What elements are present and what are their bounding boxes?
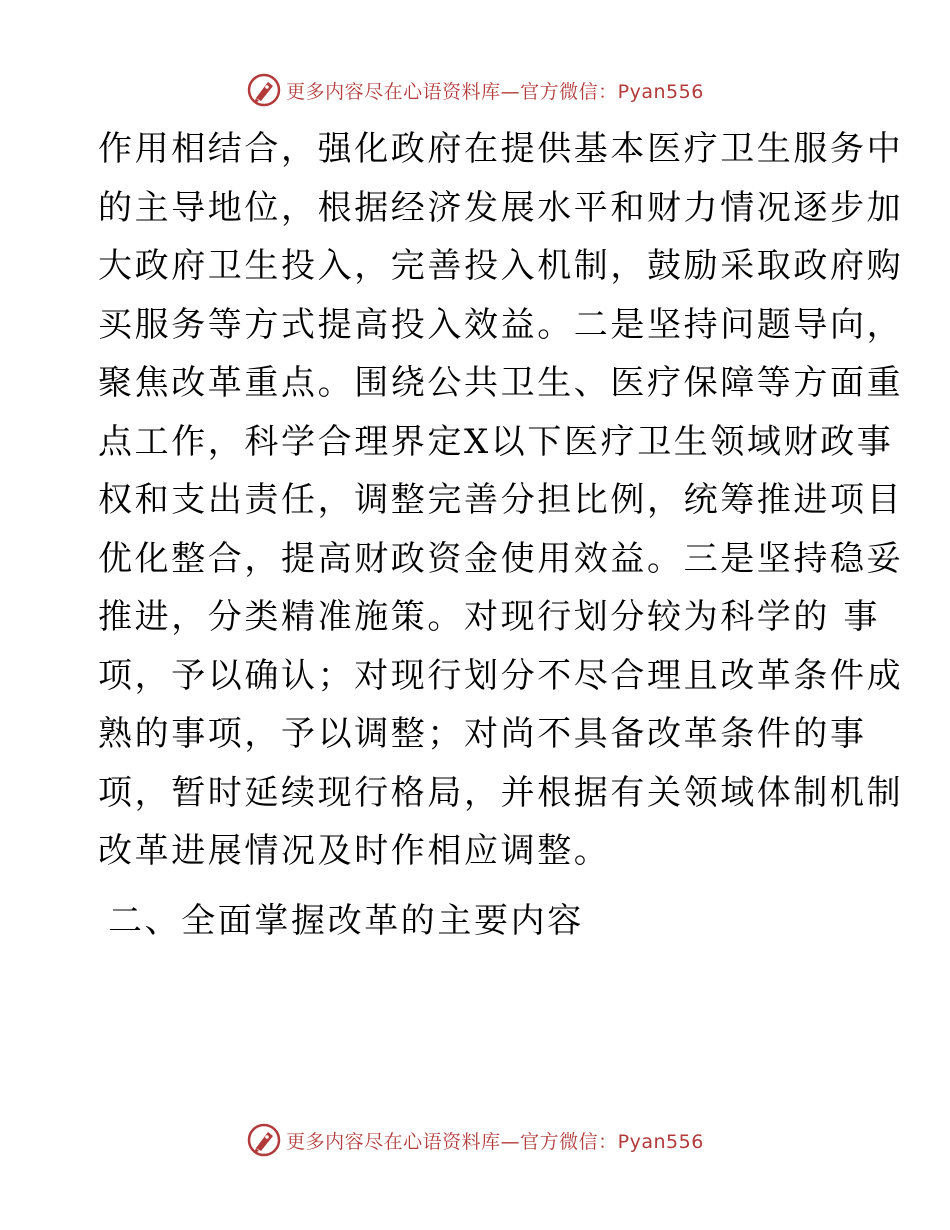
body-line: 大政府卫生投入，完善投入机制，鼓励采取政府购 xyxy=(98,246,904,286)
body-line: 的主导地位，根据经济发展水平和财力情况逐步加 xyxy=(98,187,904,228)
header-watermark xyxy=(0,70,950,110)
body-line: 熟的事项，予以调整；对尚不具备改革条件的事 xyxy=(98,714,867,754)
pen-nib-logo-icon xyxy=(246,72,282,108)
body-line: 推进，分类精准施策。对现行划分较为科学的 事 xyxy=(98,597,881,637)
pen-nib-logo-icon xyxy=(246,1122,282,1158)
body-line: 优化整合，提高财政资金使用效益。三是坚持稳妥 xyxy=(98,538,904,579)
body-line: 买服务等方式提高投入效益。二是坚持问题导向， xyxy=(98,304,904,345)
body-line: 聚焦改革重点。围绕公共卫生、医疗保障等方面重 xyxy=(98,363,904,403)
section-heading: 二、全面掌握改革的主要内容 xyxy=(108,901,584,941)
body-line: 作用相结合，强化政府在提供基本医疗卫生服务中 xyxy=(98,129,904,169)
body-line: 点工作，科学合理界定X以下医疗卫生领域财政事 xyxy=(98,421,894,462)
header-watermark-text: 更多内容尽在心语资料库—官方微信：Pyan556 xyxy=(286,80,704,103)
body-line: 项，暂时延续现行格局，并根据有关领域体制机制 xyxy=(98,772,904,813)
document-body xyxy=(98,120,904,881)
footer-watermark-text: 更多内容尽在心语资料库—官方微信：Pyan556 xyxy=(286,1130,704,1153)
footer-watermark xyxy=(0,1120,950,1160)
body-line: 项，予以确认；对现行划分不尽合理且改革条件成 xyxy=(98,655,904,696)
body-line: 改革进展情况及时作相应调整。 xyxy=(98,831,611,871)
body-line: 权和支出责任，调整完善分担比例，统筹推进项目 xyxy=(98,480,904,520)
